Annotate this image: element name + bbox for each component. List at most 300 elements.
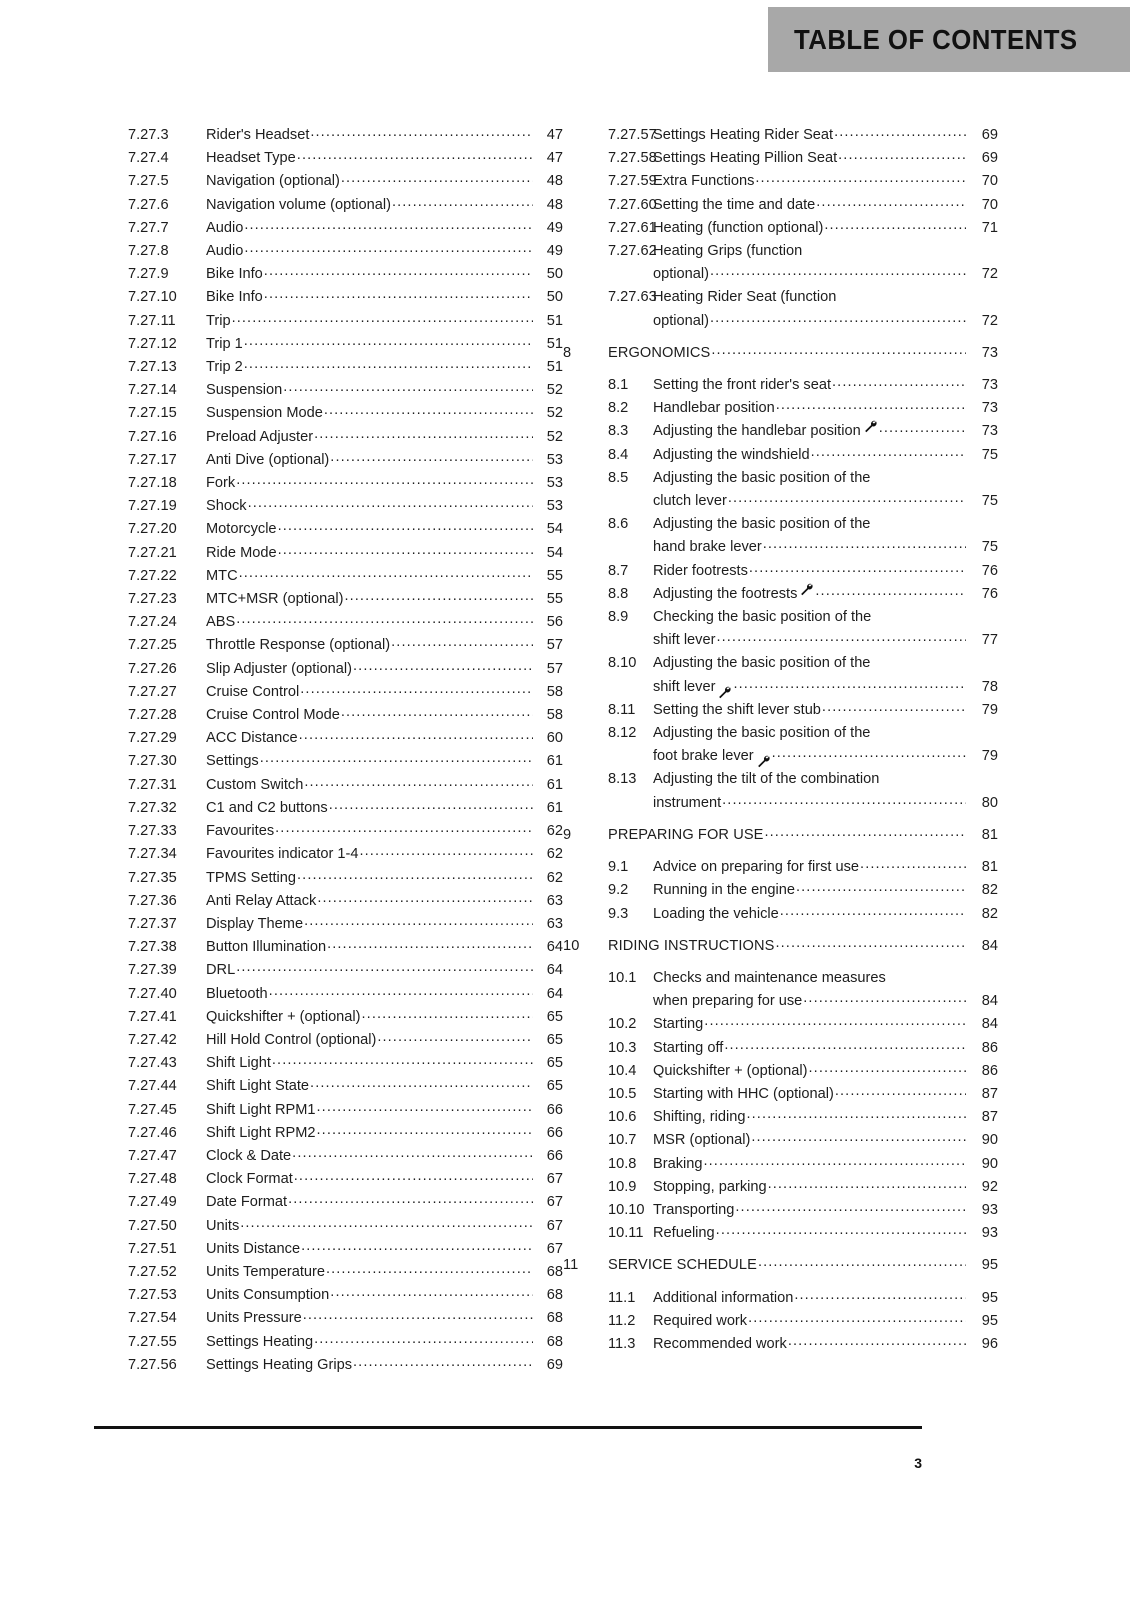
toc-entry-number: 7.27.26	[128, 660, 177, 677]
toc-entry-number: 7.27.34	[128, 846, 177, 863]
toc-entry-page: 72	[981, 266, 998, 283]
toc-entry-label: Fork	[206, 475, 236, 492]
toc-entry-number: 8.9	[608, 609, 629, 626]
leader-dots	[704, 1013, 966, 1036]
toc-entry-label2: shift lever	[653, 632, 716, 649]
toc-entry-number: 7.27.39	[128, 962, 177, 979]
leader-dots	[824, 217, 966, 240]
toc-entry-label: Adjusting the basic position of the	[653, 725, 871, 742]
toc-entry-label: Navigation (optional)	[206, 173, 340, 190]
toc-entry[interactable]	[128, 611, 563, 634]
toc-entry-number: 7.27.45	[128, 1101, 177, 1118]
toc-entry[interactable]	[563, 652, 998, 698]
leader-dots	[360, 843, 534, 866]
leader-dots	[341, 170, 533, 193]
toc-entry-page: 76	[981, 562, 998, 579]
toc-entry-number: 7.27.38	[128, 939, 177, 956]
leader-dots	[809, 1060, 966, 1083]
toc-entry[interactable]	[128, 1331, 563, 1354]
toc-entry-number: 7.27.35	[128, 869, 177, 886]
toc-entry[interactable]	[563, 699, 998, 722]
toc-entry-label: Preload Adjuster	[206, 428, 314, 445]
toc-entry-label-continuation	[653, 263, 998, 286]
toc-entry-number: 10.4	[608, 1062, 637, 1079]
toc-entry-number: 11.3	[608, 1335, 636, 1352]
toc-entry-number: 7.27.46	[128, 1124, 177, 1141]
toc-entry[interactable]	[128, 495, 563, 518]
toc-entry[interactable]	[128, 147, 563, 170]
toc-entry-label2: hand brake lever	[653, 539, 762, 556]
toc-entry-page: 52	[546, 405, 563, 422]
toc-entry[interactable]	[128, 426, 563, 449]
toc-entry[interactable]	[563, 879, 998, 902]
toc-entry[interactable]	[563, 1310, 998, 1333]
toc-entry-body	[608, 342, 998, 365]
toc-entry-page: 90	[981, 1155, 998, 1172]
toc-entry-body	[206, 936, 563, 959]
toc-entry-label-continuation	[653, 745, 998, 768]
toc-column-left	[128, 124, 563, 1377]
toc-entry-number: 8.10	[608, 655, 637, 672]
toc-entry[interactable]	[128, 936, 563, 959]
toc-entry[interactable]	[128, 217, 563, 240]
toc-entry[interactable]	[563, 1037, 998, 1060]
toc-entry-label: C1 and C2 buttons	[206, 799, 328, 816]
toc-entry-label: Adjusting the windshield	[653, 446, 810, 463]
toc-entry-number: 7.27.48	[128, 1171, 177, 1188]
toc-entry[interactable]	[563, 606, 998, 652]
toc-entry[interactable]	[128, 890, 563, 913]
toc-entry-number: 7.27.52	[128, 1263, 177, 1280]
toc-entry-body	[206, 1307, 563, 1330]
toc-entry-page: 48	[546, 196, 563, 213]
toc-entry-label: Settings Heating Grips	[206, 1356, 353, 1373]
toc-entry-label: Bike Info	[206, 266, 263, 283]
toc-entry[interactable]	[563, 240, 998, 286]
leader-dots	[278, 542, 533, 565]
toc-entry[interactable]	[128, 588, 563, 611]
leader-dots	[304, 913, 533, 936]
leader-dots	[236, 959, 533, 982]
toc-entry-page: 84	[981, 937, 998, 954]
toc-entry-number: 10.10	[608, 1201, 645, 1218]
toc-entry-body	[206, 681, 563, 704]
toc-entry-body	[206, 797, 563, 820]
toc-entry-body	[653, 1153, 998, 1176]
toc-entry-number: 7.27.11	[128, 312, 176, 329]
toc-entry-label: Setting the time and date	[653, 196, 816, 213]
toc-entry-label: Hill Hold Control (optional)	[206, 1031, 377, 1048]
toc-entry-number: 9.1	[608, 859, 629, 876]
toc-chapter-entry[interactable]	[563, 935, 998, 958]
toc-entry-label-continuation	[653, 990, 998, 1013]
toc-entry[interactable]	[128, 518, 563, 541]
leader-dots	[344, 588, 533, 611]
toc-entry-label: Units Temperature	[206, 1263, 325, 1280]
toc-entry-label: Settings Heating	[206, 1333, 314, 1350]
toc-entry[interactable]	[128, 658, 563, 681]
toc-entry-label: Adjusting the basic position of the	[653, 469, 871, 486]
toc-entry[interactable]	[563, 1153, 998, 1176]
toc-entry-label: Adjusting the footrests	[653, 585, 798, 602]
toc-entry-label: Handlebar position	[653, 400, 775, 417]
toc-entry-body	[206, 1354, 563, 1377]
toc-entry[interactable]	[563, 1287, 998, 1310]
toc-entry-number: 7.27.51	[128, 1240, 177, 1257]
toc-entry-page: 93	[981, 1225, 998, 1242]
toc-entry-page: 73	[981, 423, 998, 440]
toc-entry[interactable]	[128, 1099, 563, 1122]
toc-entry-page: 51	[546, 359, 563, 376]
toc-entry-body	[206, 913, 563, 936]
leader-dots	[748, 1310, 966, 1333]
toc-entry[interactable]	[128, 867, 563, 890]
leader-dots	[292, 1145, 533, 1168]
toc-entry-label: Recommended work	[653, 1335, 787, 1352]
toc-entry-page: 76	[981, 585, 998, 602]
toc-entry-label: Shift Light RPM2	[206, 1124, 316, 1141]
toc-entry-number: 7.27.59	[608, 173, 657, 190]
toc-entry-body	[653, 652, 998, 698]
toc-entry[interactable]	[563, 1013, 998, 1036]
toc-entry-label: MTC	[206, 567, 238, 584]
toc-entry-page: 47	[546, 150, 563, 167]
leader-dots	[303, 1307, 533, 1330]
toc-entry-page: 67	[546, 1240, 563, 1257]
leader-dots	[780, 903, 966, 926]
wrench-icon	[800, 583, 813, 596]
toc-entry-label: Adjusting the handlebar position	[653, 423, 861, 440]
toc-entry-label: Starting with HHC (optional)	[653, 1085, 834, 1102]
toc-entry-body	[653, 1106, 998, 1129]
leader-dots	[733, 676, 966, 699]
toc-entry-body	[653, 903, 998, 926]
leader-dots	[244, 356, 533, 379]
toc-entry-body	[653, 583, 998, 606]
toc-entry[interactable]	[563, 967, 998, 1013]
toc-entry-label: Display Theme	[206, 915, 304, 932]
toc-entry-number: 7.27.33	[128, 823, 177, 840]
toc-entry[interactable]	[128, 170, 563, 193]
wrench-icon	[718, 686, 731, 699]
toc-entry-label: TPMS Setting	[206, 869, 297, 886]
toc-entry-label: Bluetooth	[206, 985, 268, 1002]
toc-entry-number: 7.27.40	[128, 985, 177, 1002]
leader-dots	[838, 147, 966, 170]
toc-entry-label-continuation	[653, 536, 998, 559]
toc-entry[interactable]	[128, 542, 563, 565]
toc-entry-label: Extra Functions	[653, 173, 755, 190]
toc-entry-page: 50	[546, 289, 563, 306]
toc-entry[interactable]	[128, 1075, 563, 1098]
toc-entry[interactable]	[563, 903, 998, 926]
toc-entry[interactable]	[563, 1060, 998, 1083]
toc-entry-body	[206, 890, 563, 913]
toc-entry[interactable]	[563, 1222, 998, 1245]
toc-entry[interactable]	[128, 1145, 563, 1168]
toc-entry[interactable]	[563, 397, 998, 420]
leader-dots	[288, 1191, 533, 1214]
toc-entry-label: Quickshifter + (optional)	[653, 1062, 808, 1079]
toc-chapter-entry[interactable]	[563, 1254, 998, 1277]
toc-entry[interactable]	[128, 333, 563, 356]
toc-entry[interactable]	[563, 1333, 998, 1356]
toc-entry-page: 60	[546, 730, 563, 747]
toc-entry[interactable]	[128, 240, 563, 263]
leader-dots	[275, 820, 533, 843]
toc-entry-number: 7.27.19	[128, 498, 177, 515]
leader-dots	[264, 263, 533, 286]
toc-entry[interactable]	[563, 170, 998, 193]
toc-entry-body	[206, 124, 563, 147]
toc-entry[interactable]	[128, 1052, 563, 1075]
toc-entry[interactable]	[563, 722, 998, 768]
toc-entry-body	[206, 983, 563, 1006]
toc-entry-body	[653, 1199, 998, 1222]
toc-entry-number: 9.3	[608, 905, 629, 922]
toc-entry[interactable]	[563, 583, 998, 606]
toc-entry[interactable]	[128, 402, 563, 425]
toc-entry-body	[653, 1083, 998, 1106]
toc-entry[interactable]	[563, 444, 998, 467]
toc-entry[interactable]	[128, 286, 563, 309]
toc-entry[interactable]	[128, 1168, 563, 1191]
toc-entry[interactable]	[563, 768, 998, 814]
leader-dots	[297, 147, 533, 170]
toc-entry-number: 8.3	[608, 423, 629, 440]
toc-entry[interactable]	[563, 147, 998, 170]
toc-entry[interactable]	[563, 420, 998, 443]
page-title: TABLE OF CONTENTS	[794, 23, 1078, 55]
toc-entry-body	[206, 727, 563, 750]
toc-entry[interactable]	[128, 797, 563, 820]
toc-entry-body	[653, 1037, 998, 1060]
toc-entry-number: 7.27.47	[128, 1147, 177, 1164]
toc-entry[interactable]	[128, 774, 563, 797]
toc-entry-label: Shift Light	[206, 1055, 271, 1072]
toc-entry-body	[653, 1013, 998, 1036]
toc-entry-page: 87	[981, 1085, 998, 1102]
toc-entry-number: 7.27.14	[128, 382, 177, 399]
toc-entry[interactable]	[128, 310, 563, 333]
toc-entry[interactable]	[128, 472, 563, 495]
toc-entry-page: 67	[546, 1217, 563, 1234]
toc-entry[interactable]	[128, 727, 563, 750]
toc-entry-body	[653, 397, 998, 420]
leader-dots	[746, 1106, 966, 1129]
toc-entry-label: Clock Format	[206, 1171, 293, 1188]
leader-dots	[248, 495, 533, 518]
toc-entry-page: 53	[546, 475, 563, 492]
toc-entry-page: 65	[546, 1055, 563, 1072]
leader-dots	[240, 1215, 533, 1238]
toc-entry-page: 70	[981, 196, 998, 213]
toc-entry-number: 7.27.7	[128, 219, 169, 236]
toc-entry[interactable]	[563, 1106, 998, 1129]
leader-dots	[788, 1333, 966, 1356]
toc-entry-page: 66	[546, 1147, 563, 1164]
toc-entry-page: 95	[981, 1289, 998, 1306]
leader-dots	[232, 310, 533, 333]
toc-entry[interactable]	[563, 286, 998, 332]
leader-dots	[832, 374, 966, 397]
toc-entry-label: Shock	[206, 498, 247, 515]
toc-entry-number: 8.11	[608, 701, 636, 718]
toc-entry[interactable]	[563, 856, 998, 879]
toc-entry-number: 10.9	[608, 1178, 637, 1195]
leader-dots	[300, 681, 533, 704]
toc-entry[interactable]	[128, 704, 563, 727]
toc-entry-body	[206, 1191, 563, 1214]
toc-entry-page: 73	[981, 344, 998, 361]
toc-entry[interactable]	[128, 820, 563, 843]
toc-entry-body	[653, 124, 998, 147]
leader-dots	[244, 217, 533, 240]
toc-entry-body	[653, 1310, 998, 1333]
toc-entry[interactable]	[563, 1176, 998, 1199]
toc-entry-number: 10.6	[608, 1109, 637, 1126]
toc-entry[interactable]	[128, 1191, 563, 1214]
toc-entry-number: 7.27.41	[128, 1008, 177, 1025]
toc-entry-label-continuation	[653, 676, 998, 699]
leader-dots	[326, 1261, 533, 1284]
toc-entry-body	[653, 606, 998, 652]
table-of-contents	[0, 124, 1130, 1377]
toc-entry-body	[653, 1060, 998, 1083]
toc-entry[interactable]	[128, 1122, 563, 1145]
toc-entry-page: 84	[981, 1016, 998, 1033]
toc-entry-body	[653, 856, 998, 879]
toc-entry[interactable]	[128, 913, 563, 936]
toc-entry-number: 10.7	[608, 1132, 637, 1149]
toc-entry-label: Braking	[653, 1155, 703, 1172]
toc-entry[interactable]	[563, 124, 998, 147]
toc-entry[interactable]	[128, 1354, 563, 1377]
wrench-icon	[757, 755, 770, 768]
toc-entry[interactable]	[128, 843, 563, 866]
leader-dots	[803, 990, 966, 1013]
toc-entry-page: 95	[981, 1257, 998, 1274]
leader-dots	[749, 560, 966, 583]
toc-entry-body	[653, 194, 998, 217]
toc-entry[interactable]	[128, 449, 563, 472]
toc-entry[interactable]	[128, 1284, 563, 1307]
leader-dots	[758, 1254, 966, 1277]
toc-entry-number: 8.5	[608, 469, 629, 486]
toc-entry-label: Cruise Control Mode	[206, 707, 340, 724]
toc-entry-body	[653, 217, 998, 240]
toc-entry-label: Transporting	[653, 1201, 735, 1218]
toc-entry-number: 7.27.29	[128, 730, 177, 747]
leader-dots	[710, 263, 966, 286]
toc-entry-number: 8.6	[608, 516, 629, 533]
toc-entry[interactable]	[128, 194, 563, 217]
toc-entry-label: Units Distance	[206, 1240, 301, 1257]
toc-chapter-entry[interactable]	[563, 824, 998, 847]
toc-entry-body	[206, 1215, 563, 1238]
toc-entry-number: 7.27.50	[128, 1217, 177, 1234]
toc-entry[interactable]	[128, 565, 563, 588]
toc-entry[interactable]	[128, 983, 563, 1006]
toc-entry[interactable]	[563, 374, 998, 397]
toc-entry[interactable]	[128, 1215, 563, 1238]
toc-entry-number: 7.27.22	[128, 567, 177, 584]
toc-entry-label2: clutch lever	[653, 493, 727, 510]
toc-chapter-entry[interactable]	[563, 342, 998, 365]
toc-entry-body	[608, 824, 998, 847]
leader-dots	[299, 727, 533, 750]
leader-dots	[269, 983, 533, 1006]
toc-entry[interactable]	[563, 1129, 998, 1152]
toc-entry[interactable]	[128, 379, 563, 402]
toc-entry-body	[206, 263, 563, 286]
toc-entry-body	[206, 1122, 563, 1145]
toc-entry[interactable]	[128, 263, 563, 286]
toc-entry[interactable]	[128, 681, 563, 704]
toc-entry-number: 7.27.32	[128, 799, 177, 816]
leader-dots	[362, 1006, 533, 1029]
toc-entry-page: 75	[981, 446, 998, 463]
leader-dots	[768, 1176, 966, 1199]
toc-entry[interactable]	[128, 750, 563, 773]
toc-entry-label: Favourites indicator 1-4	[206, 846, 359, 863]
toc-entry[interactable]	[563, 560, 998, 583]
toc-entry[interactable]	[128, 959, 563, 982]
toc-entry[interactable]	[128, 1006, 563, 1029]
toc-entry[interactable]	[563, 217, 998, 240]
toc-entry[interactable]	[128, 1261, 563, 1284]
toc-entry-page: 68	[546, 1263, 563, 1280]
toc-entry-body	[206, 310, 563, 333]
toc-entry-number: 7.27.61	[608, 219, 657, 236]
toc-header-band	[768, 7, 1130, 72]
toc-entry-label2: foot brake lever	[653, 748, 754, 765]
toc-entry-page: 53	[546, 451, 563, 468]
toc-entry-label: Trip	[206, 312, 231, 329]
toc-entry-label: MTC+MSR (optional)	[206, 591, 344, 608]
toc-entry-page: 54	[546, 521, 563, 538]
toc-entry[interactable]	[128, 1307, 563, 1330]
leader-dots	[317, 890, 533, 913]
toc-entry-label: Anti Dive (optional)	[206, 451, 330, 468]
toc-entry[interactable]	[563, 194, 998, 217]
toc-entry-number: 7.27.30	[128, 753, 177, 770]
toc-entry[interactable]	[563, 513, 998, 559]
toc-entry-page: 63	[546, 892, 563, 909]
toc-entry-body	[653, 444, 998, 467]
toc-entry[interactable]	[128, 1238, 563, 1261]
toc-entry[interactable]	[563, 1199, 998, 1222]
toc-entry-body	[206, 240, 563, 263]
toc-entry[interactable]	[128, 634, 563, 657]
toc-entry[interactable]	[563, 467, 998, 513]
toc-entry-body	[206, 1331, 563, 1354]
toc-entry-body	[653, 170, 998, 193]
toc-entry[interactable]	[128, 1029, 563, 1052]
toc-entry-page: 82	[981, 882, 998, 899]
toc-entry-body	[206, 542, 563, 565]
toc-entry-body	[206, 449, 563, 472]
toc-entry-number: 7.27.3	[128, 127, 169, 143]
toc-entry-body	[206, 1099, 563, 1122]
toc-entry-page: 75	[981, 493, 998, 510]
toc-entry-page: 61	[546, 799, 563, 816]
toc-entry[interactable]	[128, 124, 563, 147]
toc-entry-body	[206, 426, 563, 449]
toc-entry[interactable]	[563, 1083, 998, 1106]
toc-entry[interactable]	[128, 356, 563, 379]
toc-entry-label: ABS	[206, 614, 236, 631]
